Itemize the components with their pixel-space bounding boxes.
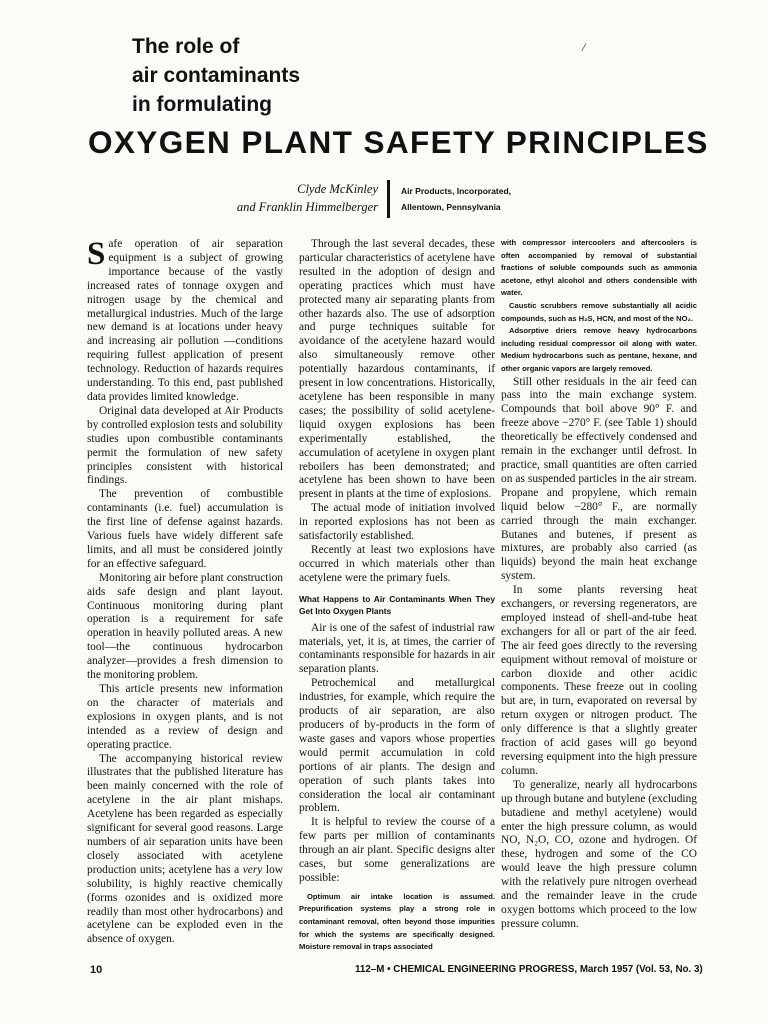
paragraph: Still other residuals in the air feed can pass into the main exchange system. Compounds that boil above 90° F. and freeze above −270° F. (see Table 1) should theoretically be effectively condensed and remain in the exchanger until defrost. In practice, small quantities are often carried on as suspended particles in the air stream. Propane and propylene, which remain liquid below −280° F., are normally carried through the main exchanger. Butanes and butenes, if present as mixtures, are probably also carried (as liquids) beyond the main heat exchange system. [501, 375, 697, 583]
paragraph: The actual mode of initiation involved in reported explosions has not been as satisfactorily established. [299, 502, 495, 543]
paragraph: Monitoring air before plant construction aids safe design and plant layout. Continuous monitoring during plant operation is a requirement for safe operation in heavily polluted areas. A new tool—the continuous hydrocarbon analyzer—provides a fresh dimension to the monitoring problem. [87, 571, 283, 682]
column-2 [299, 238, 495, 954]
paragraph-text: afe operation of air separation equipment is a subject of growing importance because of the vastly increased rates of tonnage oxygen and nitrogen usage by the chemical and metallurgical industries. Much of the large new demand is at locations under heavy and increasing air pollution —conditions requiring fullest application of present technology. Reduction of hazards requires understanding. To this end, past published data provides limited knowledge. [87, 238, 283, 403]
paragraph: This article presents new information on the character of materials and explosions in oxygen plants, and is not intended as a review of design and operating practice. [87, 683, 283, 751]
page-number: 10 [90, 964, 103, 976]
paragraph: The prevention of combustible contaminants (i.e. fuel) accumulation is the first line of defense against hazards. Various fuels have widely different safe limits, and all must be considered jointly for an effective safeguard. [87, 488, 283, 570]
column-3 [501, 237, 697, 932]
paragraph: It is helpful to review the course of a few parts per million of contaminants through an air plant. Specific designs alter cases, but some generalizations are possible: [299, 816, 495, 884]
paragraph [87, 753, 283, 948]
affiliation-line-1: Air Products, Incorporated, [401, 186, 512, 196]
paragraph-text: The accompanying historical review illustrates that the published literature has been mainly concerned with the role of acetylene in the air plant mishaps. Acetylene has been regarded as especially significant for several good reasons. Large numbers of air separation units have been closely associated with acetylene production units; acetylene has a [87, 752, 283, 876]
column-1 [87, 238, 283, 947]
page-footer [0, 964, 768, 984]
authors [237, 180, 378, 216]
subtitle-line-2: air contaminants [132, 64, 301, 87]
authors-line-1: Clyde McKinley [297, 182, 378, 196]
byline-divider [387, 180, 390, 218]
affiliation-line-2: Allentown, Pennsylvania [401, 202, 501, 212]
emphasis: very [242, 863, 263, 876]
paragraph: Air is one of the safest of industrial raw materials, yet, it is, at times, the carrier of contaminants responsible for hazards in air separation plants. [299, 621, 495, 676]
subtitle-line-3: in formulating [132, 93, 272, 116]
drop-cap: S [87, 236, 106, 272]
subtitle-line-1: The role of [132, 35, 240, 58]
note-paragraph: Caustic scrubbers remove substantially all acidic compounds, such as H₂S, HCN, and most of the NO₂. [501, 300, 697, 323]
note-paragraph: Adsorptive driers remove heavy hydrocarbons including residual compressor oil along with water. Medium hydrocarbons such as pentane, hexane, and other organic vapors are largely removed. [501, 326, 697, 373]
paragraph: To generalize, nearly all hydrocarbons up through butane and butylene (excluding butadiene and methyl acetylene) would enter the high pressure column, as would NO, N₂O, CO, ozone and hydrogen. Of these, hydrogen and some of the CO would leave the high pressure column with the relatively pure nitrogen overhead and the remainder leave in the crude oxygen bottoms which proceed to the low pressure column. [501, 778, 697, 930]
running-footer: 112–M • CHEMICAL ENGINEERING PROGRESS, March 1957 (Vol. 53, No. 3) [355, 964, 703, 975]
paragraph-text: low solubility, is highly reactive chemically (forms ozonides and is oxidized more readily than most other hydrocarbons) and acetylene can be exploded even in the absence of oxygen. [87, 863, 283, 946]
paragraph [87, 238, 283, 405]
margin-mark: / [582, 40, 586, 54]
affiliation [401, 183, 511, 215]
article-title: OXYGEN PLANT SAFETY PRINCIPLES [88, 124, 709, 160]
paragraph: Through the last several decades, these particular characteristics of acetylene have resulted in the adoption of design and operating practices which must have protected many air separating plants from other hazards also. The use of adsorption and purge techniques suitable for avoidance of the acetylene hazard would also simultaneously remove other potentially hazardous contaminants, if present in low concentrations. Historically, acetylene has been responsible in many cases; the possibility of solid acetylene-liquid oxygen explosions has been experimentally established, the accumulation of acetylene in oxygen plant reboilers has been demonstrated; and acetylene has been shown to have been present in plants at the time of explosions. [299, 238, 495, 501]
note-paragraph: Optimum air intake location is assumed. Prepurification systems play a strong role in contaminant removal, often beyond those impurities for which the systems are specifically designed. Moisture removal in traps associated [299, 891, 495, 952]
paragraph: In some plants reversing heat exchangers, or reversing regenerators, are employed instead of shell-and-tube heat exchangers for all or part of the air feed. The air feed goes directly to the reversing equipment without removal of moisture or carbon dioxide and other acidic components. These freeze out in cooling but are, in turn, evaporated on reversal by return oxygen or nitrogen product. The only difference is that a slightly greater fraction of acid gases will go beyond reversing equipment into the high pressure column. [501, 584, 697, 777]
paragraph: Petrochemical and metallurgical industries, for example, which require the products of air separation, are also producers of by-products in the form of waste gases and vapors whose properties would permit accumulation in cold portions of air plants. The design and operation of such plants takes into consideration the local air contaminant problem. [299, 677, 495, 815]
note-paragraph: with compressor intercoolers and aftercoolers is often accompanied by removal of substantial fractions of soluble compounds such as ammonia acetone, ethyl alcohol and others condensible with water. [501, 238, 697, 298]
title-block [132, 32, 300, 119]
paragraph: Original data developed at Air Products by controlled explosion tests and solubility studies upon combustible contaminants permit the formulation of new safety principles consistent with historical findings. [87, 404, 283, 487]
paragraph: Recently at least two explosions have occurred in which materials other than acetylene were the primary fuels. [299, 543, 495, 584]
byline [0, 180, 768, 220]
section-heading: What Happens to Air Contaminants When They Get Into Oxygen Plants [299, 593, 495, 616]
authors-line-2: and Franklin Himmelberger [236, 200, 378, 214]
